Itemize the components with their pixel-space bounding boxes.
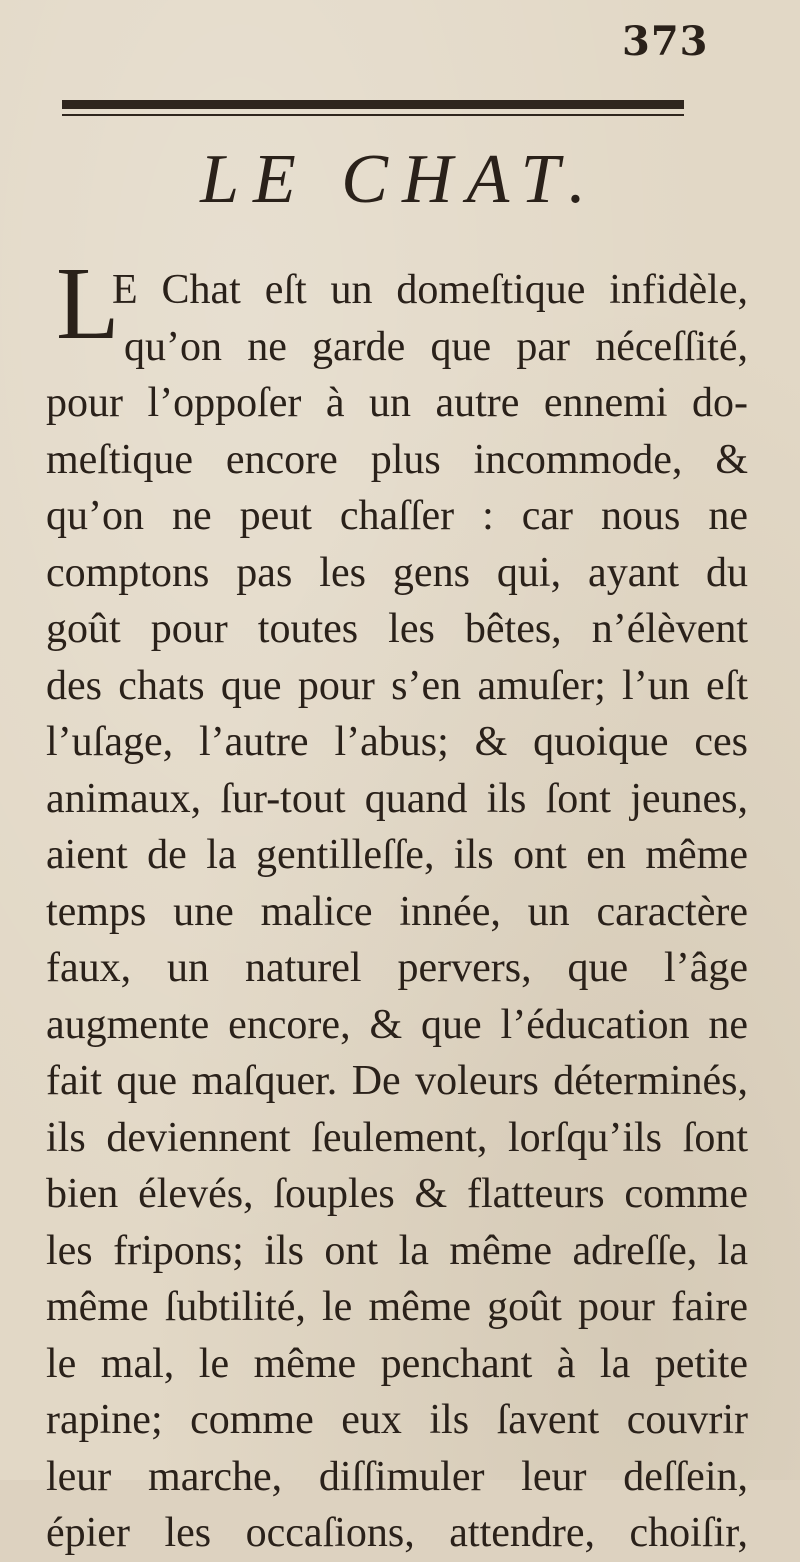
body-text — [46, 246, 748, 1562]
text-line: les fripons; ils ont la même adreſſe, la — [46, 1227, 748, 1274]
text-line: goût pour toutes les bêtes, n’élèvent — [46, 606, 748, 652]
text-line: l’uſage, l’autre l’abus; & quoique ces — [46, 719, 748, 765]
text-line: qu’on ne garde que par néceſſité, — [124, 323, 748, 370]
chapter-heading: LE CHAT. — [200, 141, 600, 218]
header-rule-thick — [62, 100, 684, 109]
text-line: ils deviennent ſeulement, lorſqu’ils ſont — [46, 1114, 748, 1161]
text-line: épier les occaſions, attendre, choiſir, — [46, 1510, 748, 1556]
page-number: 373 — [622, 18, 709, 65]
header-rule-thin — [62, 114, 684, 116]
text-line: aient de la gentilleſſe, ils ont en même — [46, 832, 748, 878]
text-line: E Chat eſt un domeſtique infidèle, — [112, 267, 748, 313]
text-line: temps une malice innée, un caractère — [46, 888, 748, 935]
text-line: animaux, ſur-tout quand ils ſont jeunes, — [46, 775, 748, 822]
text-line: faux, un naturel pervers, que l’âge — [46, 945, 748, 991]
text-line: comptons pas les gens qui, ayant du — [46, 549, 748, 596]
text-line: pour l’oppoſer à un autre ennemi do- — [46, 380, 748, 426]
drop-cap: L — [56, 246, 120, 361]
text-line: bien élevés, ſouples & flatteurs comme — [46, 1171, 748, 1217]
text-line: des chats que pour s’en amuſer; l’un eſt — [46, 662, 748, 709]
text-line: rapine; comme eux ils ſavent couvrir — [46, 1397, 748, 1443]
text-line: leur marche, diſſimuler leur deſſein, — [46, 1453, 748, 1500]
text-line: meſtique encore plus incommode, & — [46, 436, 748, 483]
text-line: le mal, le même penchant à la petite — [46, 1340, 748, 1387]
text-line: qu’on ne peut chaſſer : car nous ne — [46, 493, 748, 539]
text-line: fait que maſquer. De voleurs déterminés, — [46, 1058, 748, 1104]
text-line: augmente encore, & que l’éducation ne — [46, 1001, 748, 1048]
text-line: même ſubtilité, le même goût pour faire — [46, 1284, 748, 1330]
